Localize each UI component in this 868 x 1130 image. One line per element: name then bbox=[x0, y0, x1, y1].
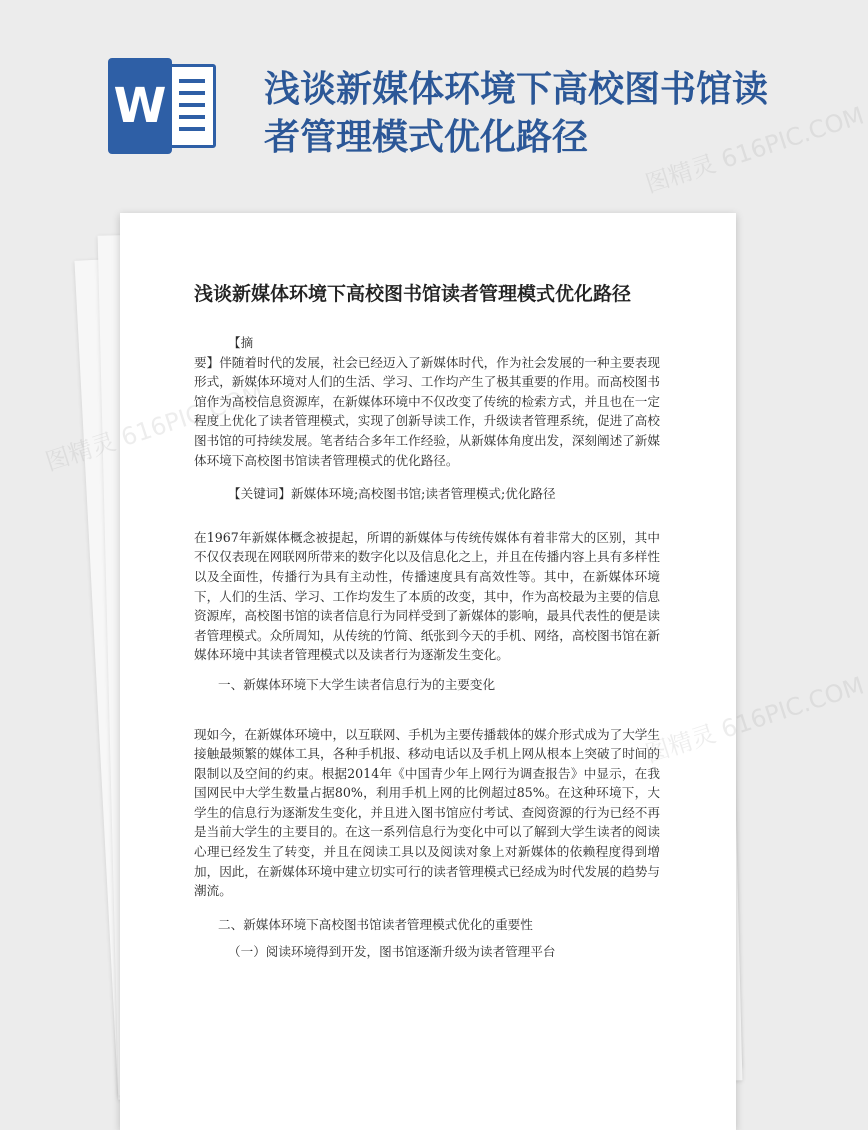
abstract-heading: 【摘 bbox=[228, 335, 254, 350]
intro-paragraph: 在1967年新媒体概念被提起，所谓的新媒体与传统传媒体有着非常大的区别，其中不仅仅表现在网联网所带来的数字化以及信息化之上，并且在传播内容上具有多样性以及全面性，传播行为具有主动性，传播速度具有高效性等。其中，在新媒体环境下，人们的生活、学习、工作均发生了本质的改变，其中，作为高校最为主要的信息资源库，高校图书馆的读者信息行为同样受到了新媒体的影响，最具代表性的便是读者管理模式。众所周知，从传统的竹简、纸张到今天的手机、网络，高校图书馆在新媒体环境中其读者管理模式以及读者行为逐渐发生变化。 bbox=[194, 529, 660, 663]
word-letter-badge: W bbox=[108, 58, 172, 154]
keywords: 【关键词】新媒体环境;高校图书馆;读者管理模式;优化路径 bbox=[228, 486, 556, 502]
subsection-1-heading: （一）阅读环境得到开发，图书馆逐渐升级为读者管理平台 bbox=[228, 944, 556, 960]
section-2-heading: 二、新媒体环境下高校图书馆读者管理模式优化的重要性 bbox=[218, 916, 533, 932]
section-1-heading: 一、新媒体环境下大学生读者信息行为的主要变化 bbox=[218, 676, 496, 692]
document-page bbox=[120, 213, 736, 1130]
watermark-logo: 图精灵 616PIC.COM bbox=[642, 101, 868, 199]
watermark-logo: 图精灵 616PIC.COM bbox=[642, 671, 868, 769]
word-document-icon bbox=[108, 58, 220, 154]
section-1-paragraph: 现如今，在新媒体环境中，以互联网、手机为主要传播载体的媒介形式成为了大学生接触最频繁的媒体工具，各种手机报、移动电话以及手机上网从根本上突破了时间的限制以及空间的约束。根据2014年《中国青少年上网行为调查报告》中显示，在我国网民中大学生数量占据80%，利用手机上网的比例超过85%。在这种环境下，大学生的信息行为逐渐发生变化，并且进入图书馆应付考试、查阅资源的行为已经不再是当前大学生的主要目的。在这一系列信息行为变化中可以了解到大学生读者的阅读心理已经发生了转变，并且在阅读工具以及阅读对象上对新媒体的依赖程度得到增加，因此，在新媒体环境中建立切实可行的读者管理模式已经成为时代发展的趋势与潮流。 bbox=[194, 726, 660, 899]
watermark-logo: 图精灵 bbox=[42, 427, 120, 477]
document-title: 浅谈新媒体环境下高校图书馆读者管理模式优化路径 bbox=[194, 283, 632, 305]
hero-title: 浅谈新媒体环境下高校图书馆读者管理模式优化路径 bbox=[264, 69, 769, 158]
abstract-body: 要】伴随着时代的发展，社会已经迈入了新媒体时代，作为社会发展的一种主要表现形式，新媒体环境对人们的生活、学习、工作均产生了极其重要的作用。而高校图书馆作为高校信息资源库，在新媒体环境中不仅改变了传统的检索方式，并且也在一定程度上优化了读者管理模式，实现了创新导读工作，升级读者管理系统，促进了高校图书馆的可持续发展。笔者结合多年工作经验，从新媒体角度出发，深刻阐述了新媒体环境下高校图书馆读者管理模式的优化路径。 bbox=[194, 354, 660, 468]
